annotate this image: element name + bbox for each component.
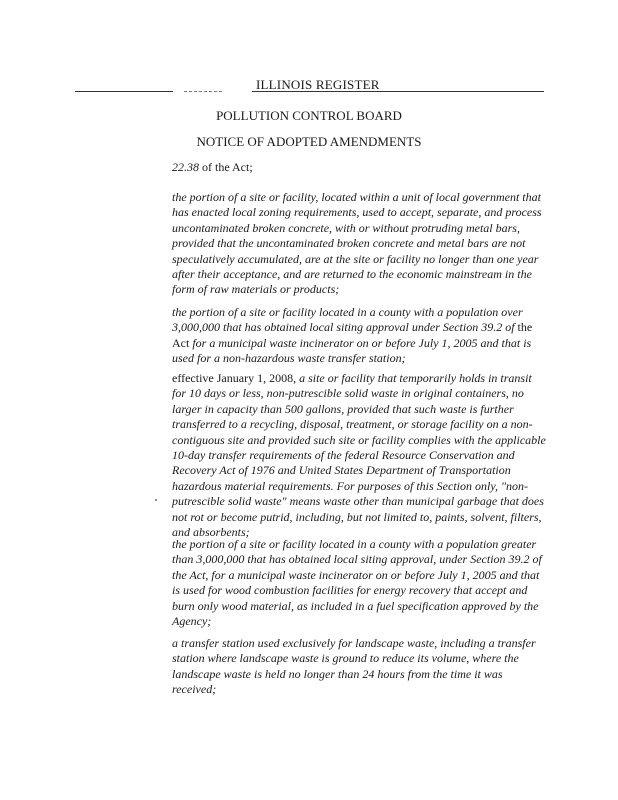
header-rule-left (75, 91, 173, 92)
paragraph-text: the portion of a site or facility located in a county with a population greater than 3,000,000 that has obtained local siting approval, under Section 39.2 of the Act, for a municipal waste incinerator on or before July 1, 2005 and that is used for wood combustion facilities for energy recovery that accept and burn only wood material, as included in a fuel specification approved by the Agency; (172, 537, 542, 629)
paragraph-concrete (172, 190, 548, 298)
paragraph-text: a site or facility that temporarily holds in transit for 10 days or less, non-putrescible solid waste in original containers, no larger in capacity than 500 gallons, provided that such waste is further transferred to a recycling, disposal, treatment, or storage facility on a non-contiguous site and provided such site or facility complies with the applicable 10-day transfer requirements of the federal Resource Conservation and Recovery Act of 1976 and United States Department of Transportation hazardous material requirements. For purposes of this Section only, "non-putrescible solid waste" means waste other than municipal garbage that does not rot or become putrid, including, but not limited to, paints, solvent, filters, and absorbents; (172, 371, 546, 540)
paragraph-landscape-waste (172, 636, 548, 698)
paragraph-text-roman: the Act (172, 320, 533, 350)
section-reference (172, 160, 548, 175)
paragraph-transfer-station (172, 305, 548, 367)
register-title: ILLINOIS REGISTER (256, 77, 380, 92)
paragraph-non-putrescible (172, 371, 548, 540)
scan-speck (155, 499, 157, 501)
board-title: POLLUTION CONTROL BOARD (216, 108, 402, 123)
header-faint-mark (184, 91, 222, 93)
paragraph-text: for a municipal waste incinerator on or before July 1, 2005 and that is used for a non-hazardous waste transfer station; (172, 335, 532, 366)
notice-title: NOTICE OF ADOPTED AMENDMENTS (196, 134, 422, 149)
paragraph-text: a transfer station used exclusively for landscape waste, including a transfer station where landscape waste is ground to reduce its volume, where the landscape waste is held no longer than 24 hours from the time it was received; (172, 636, 536, 697)
section-number: 22.38 (172, 160, 202, 174)
paragraph-wood-combustion (172, 537, 548, 629)
paragraph-text-roman: effective January 1, 2008, (172, 371, 300, 385)
section-of-act: of the Act; (202, 160, 253, 174)
paragraph-text: the portion of a site or facility, located within a unit of local government that has enacted local zoning requirements, used to accept, separate, and process uncontaminated broken concrete, with or without protruding metal bars, provided that the uncontaminated broken concrete and metal bars are not speculatively accumulated, are at the site or facility no longer than one year after their acceptance, and are returned to the economic mainstream in the form of raw materials or products; (172, 190, 542, 297)
paragraph-text: the portion of a site or facility located in a county with a population over 3,000,000 that has obtained local siting approval under Section 39.2 of (172, 305, 523, 335)
